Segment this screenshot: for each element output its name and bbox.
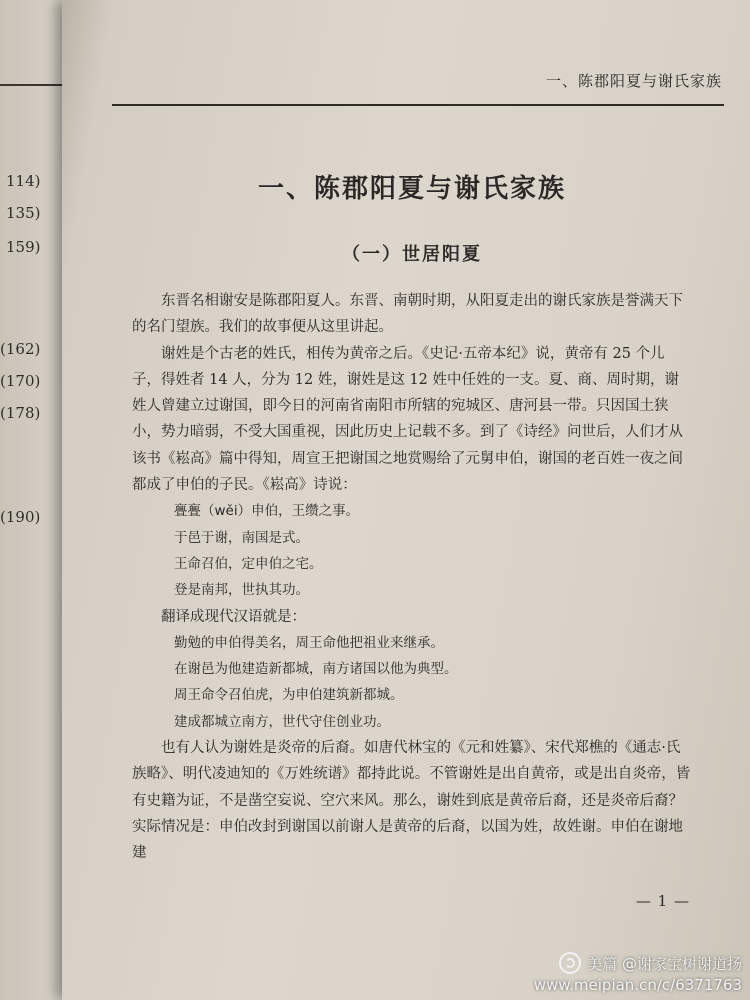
translation-line: 建成都城立南方，世代守住创业功。 [174,713,390,730]
paragraph: 谢姓是个古老的姓氏，相传为黄帝之后。《史记·五帝本纪》说，黄帝有 25 个儿子，得姓者 14 人，分为 12 姓，谢姓是这 12 姓中任姓的一支。夏、商、周时期，谢姓人曾建立过谢国，即今日的河南省南阳市所辖的宛城区、唐河县一带。只因国土狭小，势力暗弱，不受大国重视，因此历史上记载不多。到了《诗经》问世后，人们才从该书《崧高》篇中得知，周宣王把谢国之地赏赐给了元舅申伯，谢国的老百姓一夜之间都成了申伯的子民。《崧高》诗说： [132,345,683,494]
watermark [534,952,742,994]
poem-line: 亹亹（wěi）申伯，王缵之事。 [174,503,360,520]
translation-line: 在谢邑为他建造新都城，南方诸国以他为典型。 [174,661,458,678]
watermark-author: 美篇 @谢家宝树谢道扬 [587,954,742,973]
body-text [132,288,692,867]
toc-page-number: (178) [0,404,41,422]
paragraph: 东晋名相谢安是陈郡阳夏人。东晋、南朝时期，从阳夏走出的谢氏家族是誉满天下的名门望族。我们的故事便从这里讲起。 [132,293,683,336]
watermark-url: www.meipian.cn/c/6371763 [533,976,742,994]
toc-page-number: 114) [6,172,41,190]
translation-intro: 翻译成现代汉语就是： [161,608,306,625]
toc-page-number: (170) [0,372,41,390]
meipian-logo-icon [559,952,581,974]
poem-line: 王命召伯，定申伯之宅。 [174,555,323,572]
toc-page-number: (190) [0,508,41,526]
toc-page-number: 159) [6,238,41,256]
translation-line: 勤勉的申伯得美名，周王命他把祖业来继承。 [174,634,444,651]
header-rule [112,104,724,106]
translation-quote [174,630,692,735]
paragraph: 也有人认为谢姓是炎帝的后裔。如唐代林宝的《元和姓纂》、宋代郑樵的《通志·氏族略》、明代凌迪知的《万姓统谱》都持此说。不管谢姓是出自黄帝，或是出自炎帝，皆有史籍为证，不是凿空妄说、空穴来风。那么，谢姓到底是黄帝后裔，还是炎帝后裔？实际情况是：申伯改封到谢国以前谢人是黄帝的后裔，以国为姓，故姓谢。申伯在谢地建 [132,740,691,862]
chapter-title: 一、陈郡阳夏与谢氏家族 [257,174,566,204]
page-number: — 1 — [635,892,690,910]
poem-line: 登是南邦，世执其功。 [174,582,309,599]
poem-quote [174,498,692,603]
section-title: （一）世居阳夏 [342,244,482,265]
running-head: 一、陈郡阳夏与谢氏家族 [545,72,722,90]
toc-page-number: (162) [0,340,41,358]
toc-page-number: 135) [6,204,41,222]
poem-line: 于邑于谢，南国是式。 [174,529,309,546]
translation-line: 周王命令召伯虎，为申伯建筑新都城。 [174,687,404,704]
book-page [62,0,750,1000]
